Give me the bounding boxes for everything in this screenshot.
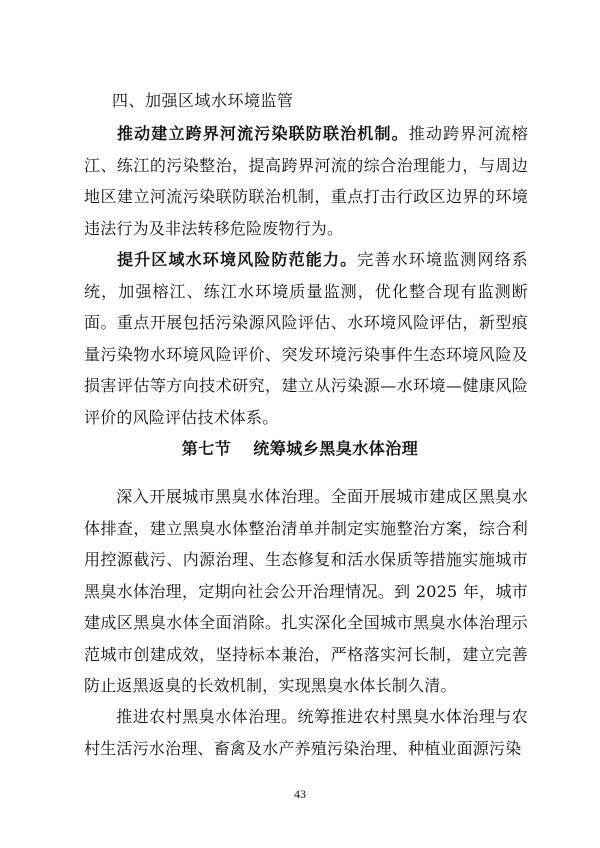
paragraph-lead: 提升区域水环境风险防范能力。 <box>116 250 358 269</box>
section-title <box>0 434 600 464</box>
paragraph-text: 推动跨界河流榕江、练江的污染整治，提高跨界河流的综合治理能力，与周边地区建立河流污染联防联治机制，重点打击行政区边界的环境违法行为及非法转移危险废物行为。 <box>84 124 528 238</box>
paragraph-cross-border-pollution <box>84 118 528 244</box>
section-number: 第七节 <box>181 439 232 458</box>
subsection-heading: 四、加强区域水环境监管 <box>112 91 294 110</box>
paragraph-text: 深入开展城市黑臭水体治理。全面开展城市建成区黑臭水体排查，建立黑臭水体整治清单并制定实施整治方案，综合利用控源截污、内源治理、生态修复和活水保质等措施实施城市黑臭水体治理，定期向社会公开治理情况。到 2025 年，城市建成区黑臭水体全面消除。扎实深化全国城市黑臭水体治理示范城市创建成效，坚持标本兼治，严格落实河长制，建立完善防止返黑返臭的长效机制，实现黑臭水体长制久清。 <box>84 487 528 695</box>
paragraph-urban-black-odorous-water <box>84 481 528 702</box>
paragraph-lead: 推动建立跨界河流污染联防联治机制。 <box>116 124 409 143</box>
paragraph-text: 推进农村黑臭水体治理。统筹推进农村黑臭水体治理与农村生活污水治理、畜禽及水产养殖污染治理、种植业面源污染 <box>84 707 528 758</box>
section-name: 统筹城乡黑臭水体治理 <box>253 439 419 458</box>
paragraph-text: 完善水环境监测网络系统，加强榕江、练江水环境质量监测，优化整合现有监测断面。重点开展包括污染源风险评估、水环境风险评估，新型痕量污染物水环境风险评价、突发环境污染事件生态环境风险及损害评估等方向技术研究，建立从污染源—水环境—健康风险评价的风险评估技术体系。 <box>84 250 528 427</box>
page-number: 43 <box>294 787 306 801</box>
paragraph-rural-black-odorous-water <box>84 701 528 764</box>
paragraph-risk-prevention <box>84 244 528 433</box>
